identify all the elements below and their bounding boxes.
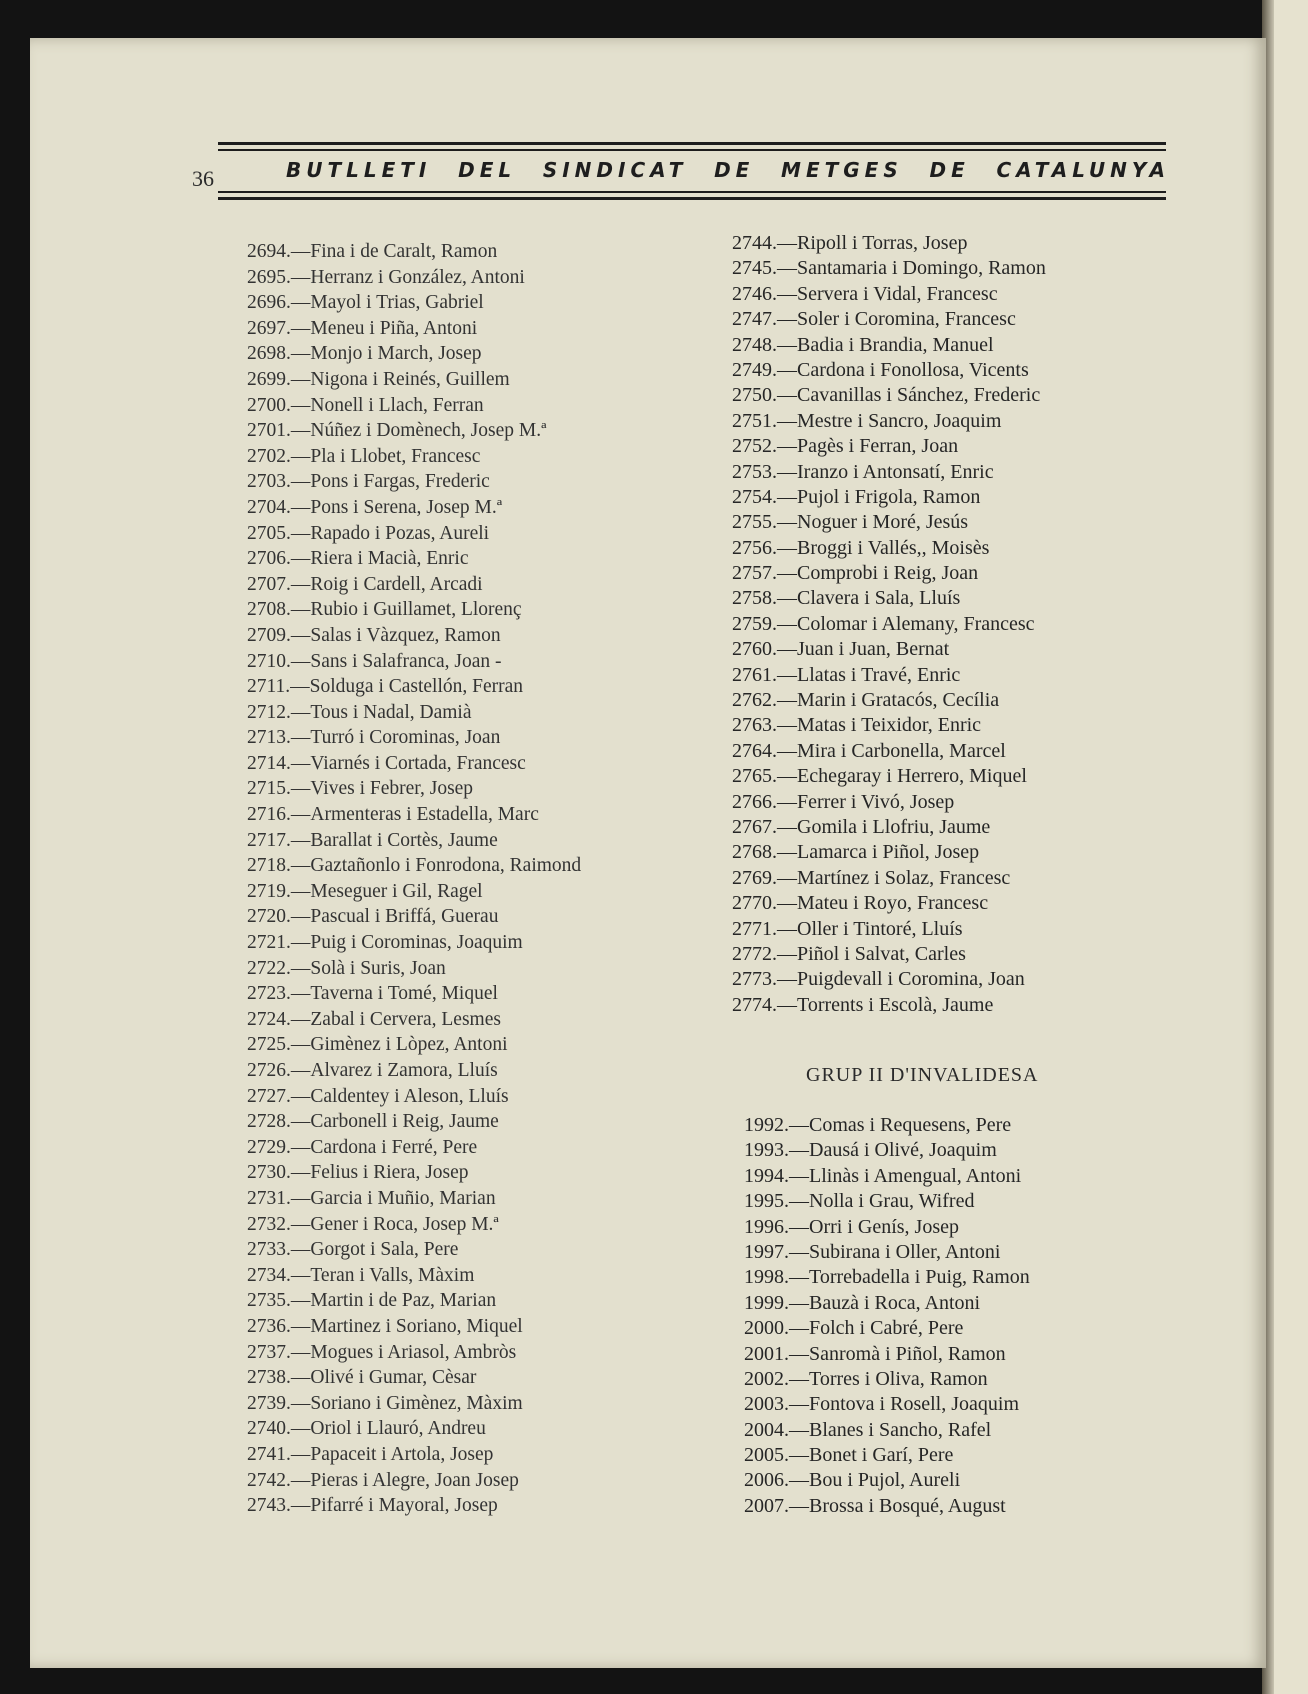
- list-item: 1994.—Llinàs i Amengual, Antoni: [744, 1164, 1022, 1187]
- list-item: 2726.—Alvarez i Zamora, Lluís: [247, 1060, 498, 1081]
- list-item: 2759.—Colomar i Alemany, Francesc: [732, 612, 1035, 635]
- list-item: 1998.—Torrebadella i Puig, Ramon: [744, 1266, 1030, 1289]
- list-item: 2724.—Zabal i Cervera, Lesmes: [247, 1008, 501, 1030]
- list-item: 2696.—Mayol i Trias, Gabriel: [247, 292, 484, 314]
- list-item: 2006.—Bou i Pujol, Aureli: [744, 1469, 961, 1492]
- list-item: 2763.—Matas i Teixidor, Enric: [732, 714, 982, 737]
- list-item: 2761.—Llatas i Travé, Enric: [732, 663, 961, 686]
- list-item: 2746.—Servera i Vidal, Francesc: [732, 282, 998, 305]
- list-item: 2766.—Ferrer i Vivó, Josep: [732, 790, 955, 813]
- list-item: 2728.—Carbonell i Reig, Jaume: [247, 1111, 499, 1133]
- member-list-right: [732, 231, 1046, 1018]
- title-word: DE: [929, 158, 970, 182]
- list-item: 2001.—Sanromà i Piñol, Ramon: [744, 1342, 1006, 1365]
- list-item: 2713.—Turró i Corominas, Joan: [247, 727, 501, 749]
- list-item: 2003.—Fontova i Rosell, Joaquim: [744, 1393, 1019, 1416]
- list-item: 2736.—Martinez i Soriano, Miquel: [247, 1315, 523, 1337]
- list-item: 2735.—Martin i de Paz, Marian: [247, 1290, 497, 1312]
- list-item: 2774.—Torrents i Escolà, Jaume: [732, 993, 994, 1016]
- list-item: 1995.—Nolla i Grau, Wifred: [744, 1190, 975, 1213]
- list-item: 2712.—Tous i Nadal, Damià: [247, 701, 472, 723]
- scanned-page: [30, 38, 1266, 1668]
- list-item: 2698.—Monjo i March, Josep: [247, 343, 482, 365]
- list-item: 2750.—Cavanillas i Sánchez, Frederic: [732, 384, 1041, 407]
- list-item: 2706.—Riera i Macià, Enric: [247, 548, 469, 570]
- list-item: 2739.—Soriano i Gimènez, Màxim: [247, 1392, 523, 1414]
- list-item: 2704.—Pons i Serena, Josep M.ª: [247, 496, 503, 518]
- list-item: 2722.—Solà i Suris, Joan: [247, 957, 446, 979]
- list-item: 2711.—Solduga i Castellón, Ferran: [247, 676, 524, 698]
- list-item: 2695.—Herranz i González, Antoni: [247, 266, 525, 288]
- list-item: 2767.—Gomila i Llofriu, Jaume: [732, 815, 991, 838]
- list-item: 2717.—Barallat i Cortès, Jaume: [247, 829, 498, 851]
- title-word: CATALUNYA: [996, 158, 1170, 182]
- header-rule-top: [218, 142, 1166, 145]
- list-item: 2005.—Bonet i Garí, Pere: [744, 1444, 954, 1467]
- list-item: 2768.—Lamarca i Piñol, Josep: [732, 841, 980, 864]
- title-word: DEL: [458, 158, 517, 182]
- list-item: 2769.—Martínez i Solaz, Francesc: [732, 866, 1011, 889]
- list-item: 2701.—Núñez i Domènech, Josep M.ª: [247, 420, 547, 442]
- list-item: 2710.—Sans i Salafranca, Joan -: [247, 650, 502, 672]
- invalidity-group-list: [744, 1113, 1030, 1519]
- list-item: 2708.—Rubio i Guillamet, Llorenç: [247, 599, 522, 621]
- list-item: 2765.—Echegaray i Herrero, Miquel: [732, 765, 1027, 788]
- list-item: 2007.—Brossa i Bosqué, August: [744, 1494, 1006, 1517]
- list-item: 2699.—Nigona i Reinés, Guillem: [247, 368, 510, 390]
- list-item: 1993.—Dausá i Olivé, Joaquim: [744, 1139, 997, 1162]
- list-item: 2755.—Noguer i Moré, Jesús: [732, 511, 969, 534]
- list-item: 2758.—Clavera i Sala, Lluís: [732, 587, 961, 610]
- list-item: 2703.—Pons i Fargas, Frederic: [247, 471, 490, 493]
- list-item: 2749.—Cardona i Fonollosa, Vicents: [732, 358, 1029, 381]
- list-item: 2751.—Mestre i Sancro, Joaquim: [732, 409, 1002, 432]
- list-item: 2753.—Iranzo i Antonsatí, Enric: [732, 460, 994, 483]
- list-item: 2729.—Cardona i Ferré, Pere: [247, 1136, 478, 1158]
- header-rule-top-thin: [218, 149, 1166, 151]
- list-item: 2770.—Mateu i Royo, Francesc: [732, 892, 989, 915]
- list-item: 2697.—Meneu i Piña, Antoni: [247, 317, 478, 339]
- list-item: 2707.—Roig i Cardell, Arcadi: [247, 573, 483, 595]
- list-item: 2732.—Gener i Roca, Josep M.ª: [247, 1213, 499, 1235]
- list-item: 2725.—Gimènez i Lòpez, Antoni: [247, 1034, 508, 1056]
- list-item: 2733.—Gorgot i Sala, Pere: [247, 1239, 459, 1261]
- list-item: 2694.—Fina i de Caralt, Ramon: [247, 241, 498, 262]
- list-item: 2731.—Garcia i Muñio, Marian: [247, 1187, 496, 1209]
- list-item: 2764.—Mira i Carbonella, Marcel: [732, 739, 1006, 762]
- list-item: 2743.—Pifarré i Mayoral, Josep: [247, 1495, 498, 1517]
- list-item: 2727.—Caldentey i Aleson, Lluís: [247, 1085, 509, 1107]
- list-item: 2737.—Mogues i Ariasol, Ambròs: [247, 1341, 517, 1363]
- title-word: SINDICAT: [542, 158, 688, 182]
- list-item: 2738.—Olivé i Gumar, Cèsar: [247, 1367, 477, 1389]
- list-item: 1999.—Bauzà i Roca, Antoni: [744, 1291, 981, 1314]
- list-item: 2760.—Juan i Juan, Bernat: [732, 638, 950, 661]
- list-item: 2709.—Salas i Vàzquez, Ramon: [247, 624, 501, 646]
- list-item: 2716.—Armenteras i Estadella, Marc: [247, 804, 539, 826]
- list-item: 2720.—Pascual i Briffá, Guerau: [247, 906, 499, 928]
- list-item: 2000.—Folch i Cabré, Pere: [744, 1317, 964, 1340]
- list-item: 2730.—Felius i Riera, Josep: [247, 1162, 469, 1184]
- list-item: 2002.—Torres i Oliva, Ramon: [744, 1367, 988, 1390]
- list-item: 2705.—Rapado i Pozas, Aureli: [247, 522, 490, 544]
- list-item: 2756.—Broggi i Vallés,, Moisès: [732, 536, 990, 559]
- page-number: 36: [192, 166, 214, 191]
- title-word: DE: [714, 158, 755, 182]
- list-item: 1996.—Orri i Genís, Josep: [744, 1215, 959, 1238]
- list-item: 2723.—Taverna i Tomé, Miquel: [247, 983, 498, 1005]
- list-item: 2742.—Pieras i Alegre, Joan Josep: [247, 1469, 519, 1491]
- list-item: 2719.—Meseguer i Gil, Ragel: [247, 880, 483, 902]
- member-list-left: [247, 239, 581, 1519]
- list-item: 2718.—Gaztañonlo i Fonrodona, Raimond: [247, 855, 582, 877]
- list-item: 2771.—Oller i Tintoré, Lluís: [732, 917, 963, 940]
- list-item: 2702.—Pla i Llobet, Francesc: [247, 445, 481, 467]
- list-item: 2748.—Badia i Brandia, Manuel: [732, 333, 994, 356]
- list-item: 1997.—Subirana i Oller, Antoni: [744, 1240, 1001, 1263]
- list-item: 2715.—Vives i Febrer, Josep: [247, 778, 474, 800]
- list-item: 1992.—Comas i Requesens, Pere: [744, 1114, 1012, 1136]
- list-item: 2740.—Oriol i Llauró, Andreu: [247, 1418, 486, 1440]
- list-item: 2714.—Viarnés i Cortada, Francesc: [247, 752, 526, 774]
- list-item: 2772.—Piñol i Salvat, Carles: [732, 942, 966, 965]
- list-item: 2754.—Pujol i Frigola, Ramon: [732, 485, 981, 508]
- list-item: 2752.—Pagès i Ferran, Joan: [732, 435, 959, 458]
- list-item: 2741.—Papaceit i Artola, Josep: [247, 1443, 494, 1465]
- list-item: 2757.—Comprobi i Reig, Joan: [732, 562, 979, 585]
- section-heading: GRUP II D'INVALIDESA: [806, 1064, 1039, 1086]
- list-item: 2747.—Soler i Coromina, Francesc: [732, 308, 1016, 331]
- list-item: 2700.—Nonell i Llach, Ferran: [247, 394, 484, 416]
- list-item: 2744.—Ripoll i Torras, Josep: [732, 232, 968, 254]
- list-item: 2734.—Teran i Valls, Màxim: [247, 1264, 475, 1286]
- list-item: 2773.—Puigdevall i Coromina, Joan: [732, 968, 1025, 991]
- header-rule-bottom-thin: [218, 191, 1166, 193]
- title-word: METGES: [781, 158, 903, 182]
- list-item: 2721.—Puig i Corominas, Joaquim: [247, 932, 523, 954]
- header-rule-bottom: [218, 197, 1166, 200]
- list-item: 2745.—Santamaria i Domingo, Ramon: [732, 257, 1046, 280]
- journal-title: [286, 158, 1170, 182]
- list-item: 2762.—Marin i Gratacós, Cecília: [732, 689, 1000, 712]
- title-word: BUTLLETI: [286, 158, 432, 182]
- list-item: 2004.—Blanes i Sancho, Rafel: [744, 1418, 992, 1441]
